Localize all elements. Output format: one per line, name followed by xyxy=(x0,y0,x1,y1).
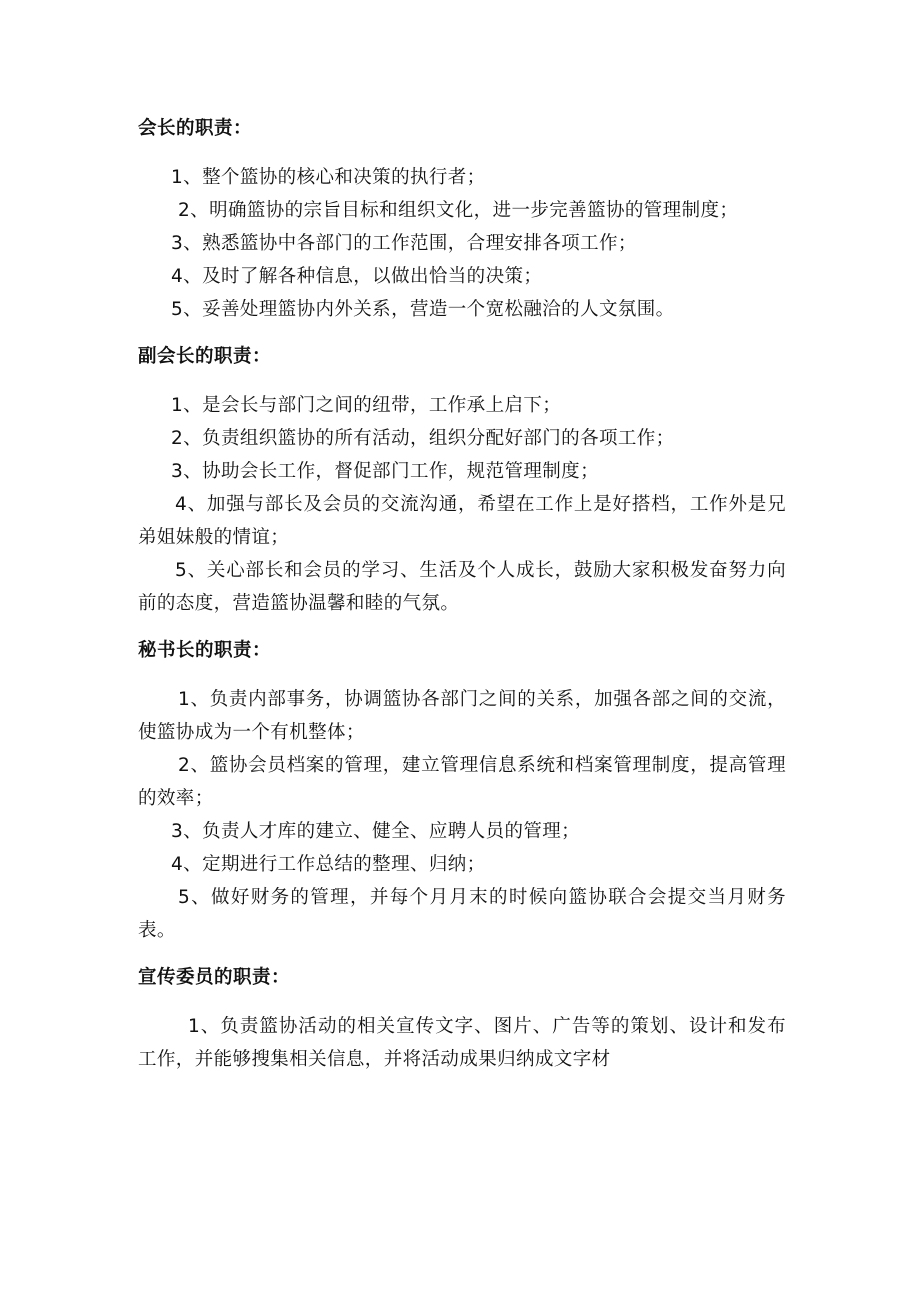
president-duty-4: 4、及时了解各种信息，以做出恰当的决策； xyxy=(171,266,543,287)
vice-president-duty-5: 5、关心部长和会员的学习、生活及个人成长，鼓励大家积极发奋努力向前的态度，营造篮协温馨和睦的气氛。 xyxy=(138,560,786,614)
vice-president-duty-2: 2、负责组织篮协的所有活动，组织分配好部门的各项工作； xyxy=(171,428,675,449)
section-title-secretary-general: 秘书长的职责： xyxy=(138,640,272,661)
secretary-duty-4: 4、定期进行工作总结的整理、归纳； xyxy=(171,854,486,875)
section-title-president: 会长的职责： xyxy=(138,118,253,139)
president-duty-2: 2、明确篮协的宗旨目标和组织文化，进一步完善篮协的管理制度； xyxy=(178,200,739,221)
vice-president-duty-3: 3、协助会长工作，督促部门工作，规范管理制度； xyxy=(171,461,599,482)
secretary-duty-2: 2、篮协会员档案的管理，建立管理信息系统和档案管理制度，提高管理的效率； xyxy=(138,755,786,809)
document-page xyxy=(138,112,786,1076)
president-duty-1: 1、整个篮协的核心和决策的执行者； xyxy=(171,167,486,188)
president-duty-3: 3、熟悉篮协中各部门的工作范围，合理安排各项工作； xyxy=(171,233,637,254)
secretary-duty-3: 3、负责人才库的建立、健全、应聘人员的管理； xyxy=(171,821,581,842)
secretary-duty-1: 1、负责内部事务，协调篮协各部门之间的关系，加强各部之间的交流，使篮协成为一个有机整体； xyxy=(138,689,786,743)
vice-president-duty-1: 1、是会长与部门之间的纽带，工作承上启下； xyxy=(171,395,562,416)
secretary-duty-5: 5、做好财务的管理，并每个月月末的时候向篮协联合会提交当月财务表。 xyxy=(138,887,786,941)
section-title-vice-president: 副会长的职责： xyxy=(138,346,272,367)
president-duty-5: 5、妥善处理篮协内外关系，营造一个宽松融洽的人文氛围。 xyxy=(171,299,675,320)
section-title-publicity-officer: 宣传委员的职责： xyxy=(138,967,291,988)
vice-president-duty-4: 4、加强与部长及会员的交流沟通，希望在工作上是好搭档，工作外是兄弟姐妹般的情谊； xyxy=(138,494,786,548)
publicity-duty-1: 1、负责篮协活动的相关宣传文字、图片、广告等的策划、设计和发布工作，并能够搜集相关信息，并将活动成果归纳成文字材 xyxy=(138,1016,786,1070)
